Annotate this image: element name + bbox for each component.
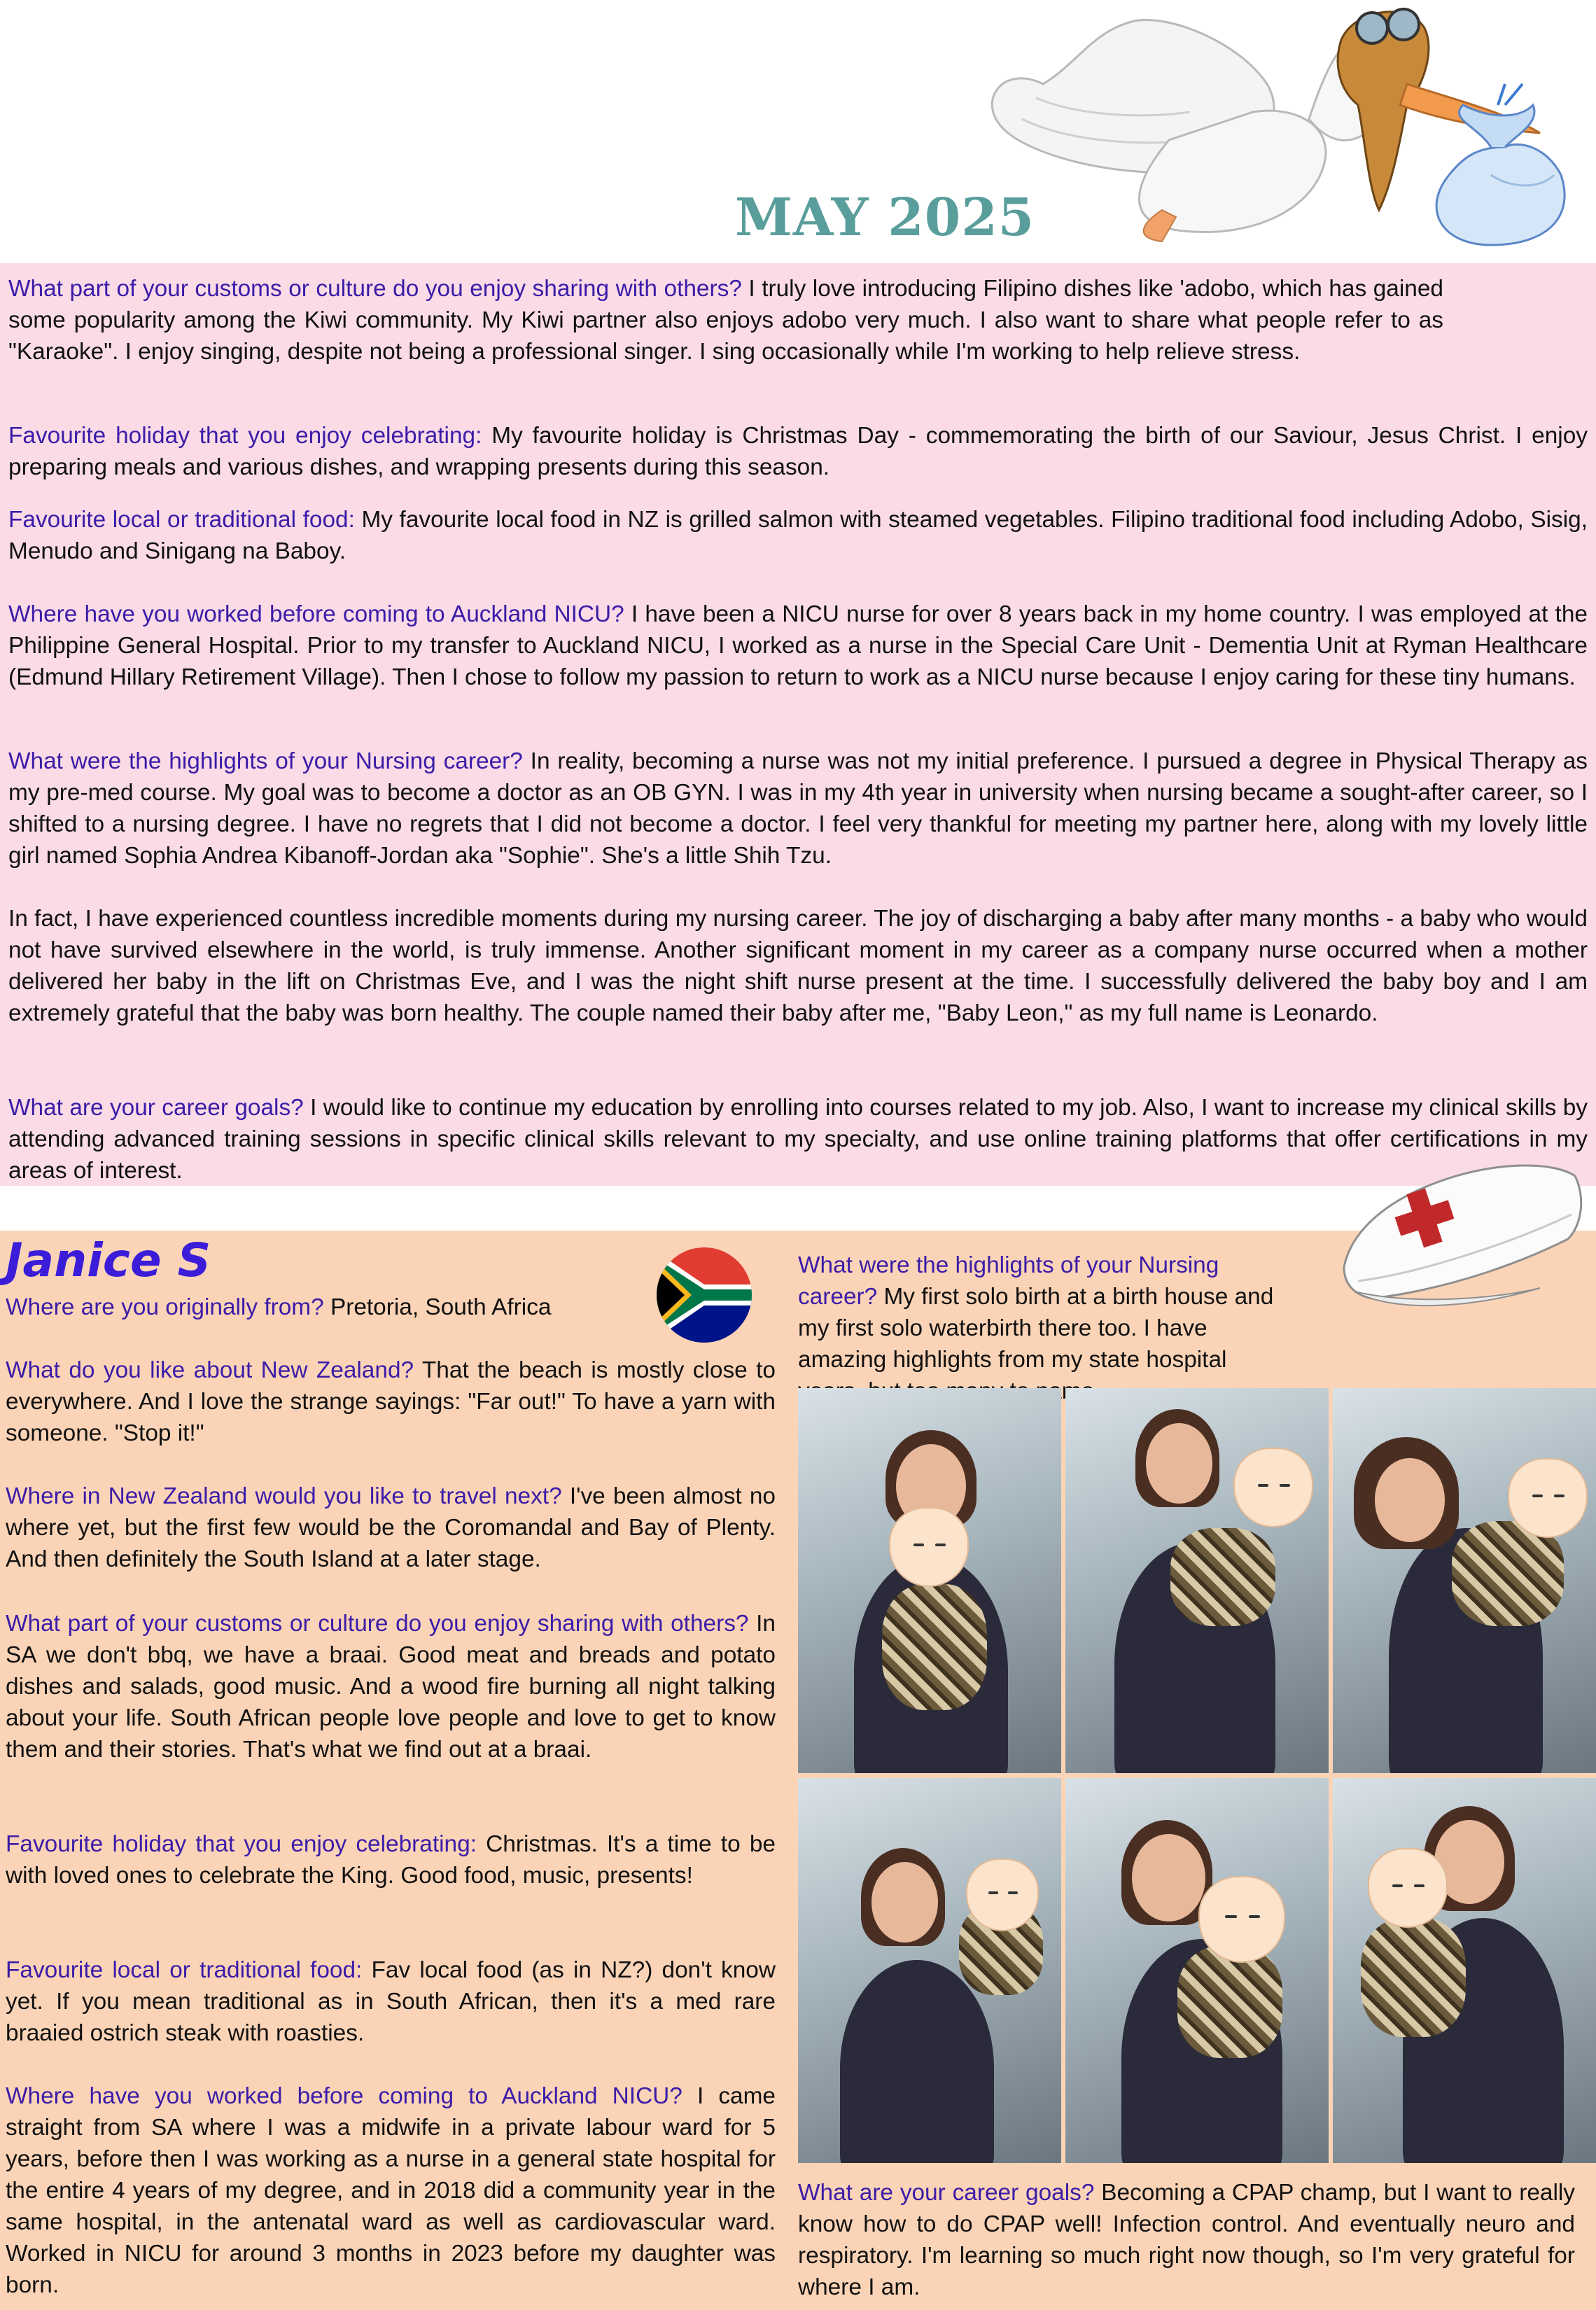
- answer-text: In reality, becoming a nurse was not my initial preference. I pursued a degree in Physical Therapy as my pre-med course. My goal was to become a doctor as an OB GYN. I was in my 4th year in university when nursing became a sought-after career, so I shifted to a nursing degree. I have no regrets that I did not become a doctor. I feel very thankful for meeting my partner here, along with my lovely little girl named Sophia Andrea Kibanoff-Jordan aka "Sophie". She's a little Shih Tzu.: [8, 748, 1588, 869]
- answer-text: Christmas. It's a time to be with loved ones to celebrate the King. Good food, music, presents!: [6, 1831, 776, 1889]
- question-label: What were the highlights of your Nursing career?: [8, 748, 523, 774]
- photo-nurse-holding-baby-3: [1333, 1388, 1596, 1773]
- leon-paragraph-work-history: [8, 598, 1588, 693]
- photo-nurse-holding-baby-5: [1065, 1778, 1329, 2163]
- answer-text: In fact, I have experienced countless incredible moments during my nursing career. The joy of discharging a baby after many months - a baby who would not have survived elsewhere in the world, is truly immense. Another significant moment in my career as a company nurse occurred when a mother delivered her baby in the lift on Christmas Eve, and I was the night shift nurse present at the time. I successfully delivered the baby boy and I am extremely grateful that the baby was born healthy. The couple named their baby after me, "Baby Leon," as my full name is Leonardo.: [8, 906, 1588, 1026]
- stork-icon: [959, 0, 1596, 259]
- question-label: What were the highlights of your Nursing career?: [798, 1252, 1219, 1310]
- leon-paragraph-food: [8, 504, 1588, 567]
- janice-origin: [6, 1292, 776, 1323]
- answer-text: I've been almost no where yet, but the first few would be the Coromandal and Bay of Plenty. And then definitely the South Island at a later stage.: [6, 1483, 776, 1572]
- answer-text: Fav local food (as in NZ?) don't know yet. If you mean traditional as in South African, then it's a med rare braaied ostrich steak with roasties.: [6, 1957, 776, 2046]
- question-label: Favourite holiday that you enjoy celebrating:: [6, 1831, 477, 1857]
- answer-text: My first solo birth at a birth house and my first solo waterbirth there too. I have amazing highlights from my state hospital: [798, 1284, 1274, 1373]
- leon-profile-section: [0, 263, 1596, 1186]
- janice-culture: [6, 1608, 776, 1765]
- janice-travel: [6, 1480, 776, 1575]
- answer-text: I would like to continue my education by enrolling into courses related to my job. Also, I want to increase my clinical skills by attending advanced training sessions in specific clinical skills relevant to my specialty, and use online training platforms that offer certifications in my areas of interest.: [8, 1095, 1588, 1184]
- question-label: Favourite local or traditional food:: [6, 1957, 363, 1983]
- photo-nurse-holding-baby-4: [798, 1778, 1061, 2163]
- question-label: Where are you originally from?: [6, 1294, 324, 1320]
- answer-text: Pretoria, South Africa: [323, 1294, 552, 1320]
- page-header: [0, 0, 1596, 259]
- leon-paragraph-moments: [8, 903, 1588, 1029]
- janice-highlights: [798, 1250, 1288, 1407]
- photo-nurse-holding-baby-6: [1333, 1778, 1596, 2163]
- photo-nurse-holding-baby-2: [1065, 1388, 1329, 1773]
- janice-likes-nz: [6, 1354, 776, 1449]
- question-label: Where have you worked before coming to Auckland NICU?: [6, 2083, 682, 2109]
- nurse-hat-icon: [1330, 1148, 1596, 1316]
- janice-holiday: [6, 1828, 776, 1891]
- answer-text: I truly love introducing Filipino dishes like 'adobo, which has gained some popularity among the Kiwi community. My Kiwi partner also enjoys adobo very much. I also want to share what people refer to as "Karaoke". I enjoy singing, despite not being a professional singer. I sing occasionally while I'm working to help relieve stress.: [8, 276, 1443, 365]
- janice-work-history: [6, 2080, 776, 2301]
- answer-text: In SA we don't bbq, we have a braai. Good meat and breads and potato dishes and salads, good music. And a wood fire burning all night talking about your life. South African people love people and love to get to know them and their stories. That's what we find out at a braai.: [6, 1611, 776, 1763]
- question-label: What part of your customs or culture do you enjoy sharing with others?: [6, 1611, 749, 1637]
- issue-month-title: MAY 2025: [735, 188, 1035, 248]
- answer-text: My favourite holiday is Christmas Day - commemorating the birth of our Saviour, Jesus Christ. I enjoy preparing meals and various dishes, and wrapping presents during this season.: [8, 423, 1588, 480]
- answer-text: Becoming a CPAP champ, but I want to really know how to do CPAP well! Infection control. And eventually neuro and respiratory. I'm learning so much right now though, so I'm very grateful for where I am.: [798, 2180, 1575, 2300]
- janice-food: [6, 1954, 776, 2049]
- question-label: What do you like about New Zealand?: [6, 1357, 414, 1383]
- question-label: What are your career goals?: [798, 2180, 1095, 2206]
- leon-paragraph-holiday: [8, 420, 1588, 483]
- question-label: Favourite local or traditional food:: [8, 507, 355, 533]
- leon-paragraph-culture: [8, 273, 1443, 368]
- question-label: What part of your customs or culture do you enjoy sharing with others?: [8, 276, 742, 302]
- janice-goals: [798, 2177, 1575, 2303]
- question-label: Favourite holiday that you enjoy celebrating:: [8, 423, 482, 449]
- profile-name: Janice S: [6, 1233, 211, 1287]
- answer-text: I came straight from SA where I was a midwife in a private labour ward for 5 years, before then I was working as a nurse in a general state hospital for the entire 4 years of my degree, and in 2018 did a community year in the same hospital, in the antenatal ward as well as cardiovascular ward. Worked in NICU for around 3 months in 2023 before my daughter was born.: [6, 2083, 776, 2298]
- photo-nurse-holding-baby-1: [798, 1388, 1061, 1773]
- answer-text: I have been a NICU nurse for over 8 years back in my home country. I was employed at the Philippine General Hospital. Prior to my transfer to Auckland NICU, I worked as a nurse in the Special Care Unit - Dementia Unit at Ryman Healthcare (Edmund Hillary Retirement Village). Then I chose to follow my passion to return to work as a NICU nurse because I enjoy caring for these tiny humans.: [8, 601, 1588, 690]
- question-label: What are your career goals?: [8, 1095, 304, 1121]
- question-label: Where have you worked before coming to Auckland NICU?: [8, 601, 624, 627]
- answer-text: My favourite local food in NZ is grilled salmon with steamed vegetables. Filipino traditional food including Adobo, Sisig, Menudo and Sinigang na Baboy.: [8, 507, 1588, 564]
- answer-text: That the beach is mostly close to everywhere. And I love the strange sayings: "Far out!" To have a yarn with someone. "Stop it!": [6, 1357, 776, 1446]
- leon-paragraph-highlights: [8, 746, 1588, 872]
- question-label: Where in New Zealand would you like to travel next?: [6, 1483, 562, 1509]
